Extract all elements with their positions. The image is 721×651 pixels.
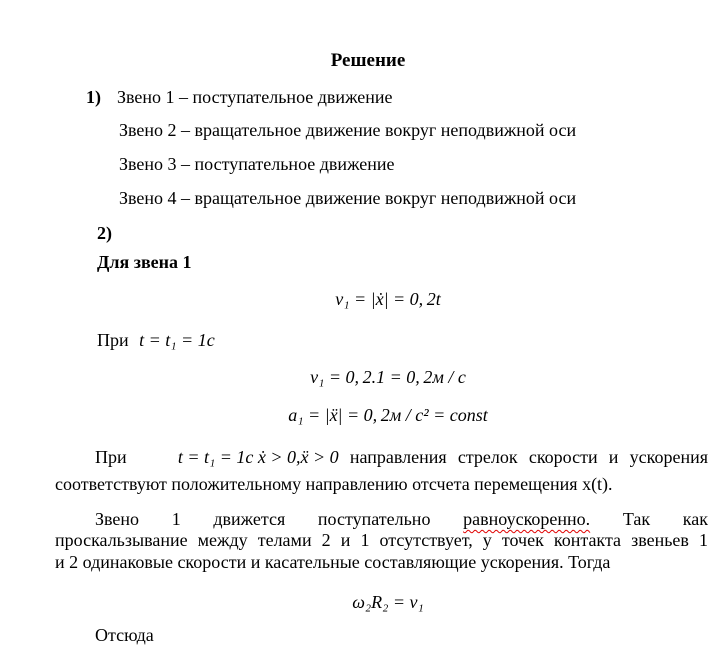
list-item-1 — [86, 87, 393, 108]
paragraph-1-line-2: соответствуют положительному направлению отсчета перемещения x(t). — [55, 474, 613, 494]
condition-math: t = t₁ = 1c — [139, 330, 215, 350]
formula-velocity-value: v₁ = 0, 2.1 = 0, 2м / с — [310, 367, 466, 387]
list-item-3-text: Звено 3 – поступательное движение — [119, 154, 395, 174]
paragraph-1-tail: направления стрелок скорости и ускорения — [349, 447, 708, 467]
condition-lead: При — [97, 330, 129, 350]
section-2-marker: 2) — [97, 223, 112, 243]
section-2-heading: Для звена 1 — [97, 252, 192, 272]
paragraph-1-lead: При — [95, 447, 127, 467]
paragraph-2-line-3: и 2 одинаковые скорости и касательные составляющие ускорения. Тогда — [55, 552, 611, 572]
paragraph-2-line-1 — [55, 509, 708, 530]
paragraph-2-line-1-post: Так как — [622, 509, 709, 529]
list-item-2 — [119, 120, 576, 141]
paragraph-1-line-1 — [55, 447, 708, 468]
list-item-3 — [119, 154, 395, 175]
formula-velocity-definition: v₁ = |ẋ| = 0, 2t — [335, 289, 441, 309]
closing-word: Отсюда — [95, 625, 154, 645]
page-title: Решение — [330, 50, 406, 71]
misspelled-word: равноускоренно. — [463, 509, 591, 529]
list-item-4 — [119, 188, 576, 209]
paragraph-2-line-1-pre: Звено 1 движется поступательно — [95, 509, 431, 529]
list-item-1-text: Звено 1 – поступательное движение — [117, 87, 393, 107]
formula-acceleration-value: a₁ = |ẍ| = 0, 2м / с² = const — [288, 405, 488, 425]
condition-line — [97, 330, 215, 351]
list-marker-1: 1) — [86, 87, 101, 107]
formula-omega-relation: ω₂R₂ = v₁ — [352, 592, 424, 612]
list-item-2-text: Звено 2 – вращательное движение вокруг неподвижной оси — [119, 120, 577, 140]
paragraph-2-line-2: проскальзывание между телами 2 и 1 отсутствует, у точек контакта звеньев 1 — [55, 530, 708, 550]
list-item-4-text: Звено 4 – вращательное движение вокруг неподвижной оси — [119, 188, 577, 208]
inline-math-conditions: t = t₁ = 1c ẋ > 0,ẍ > 0 — [177, 447, 339, 467]
